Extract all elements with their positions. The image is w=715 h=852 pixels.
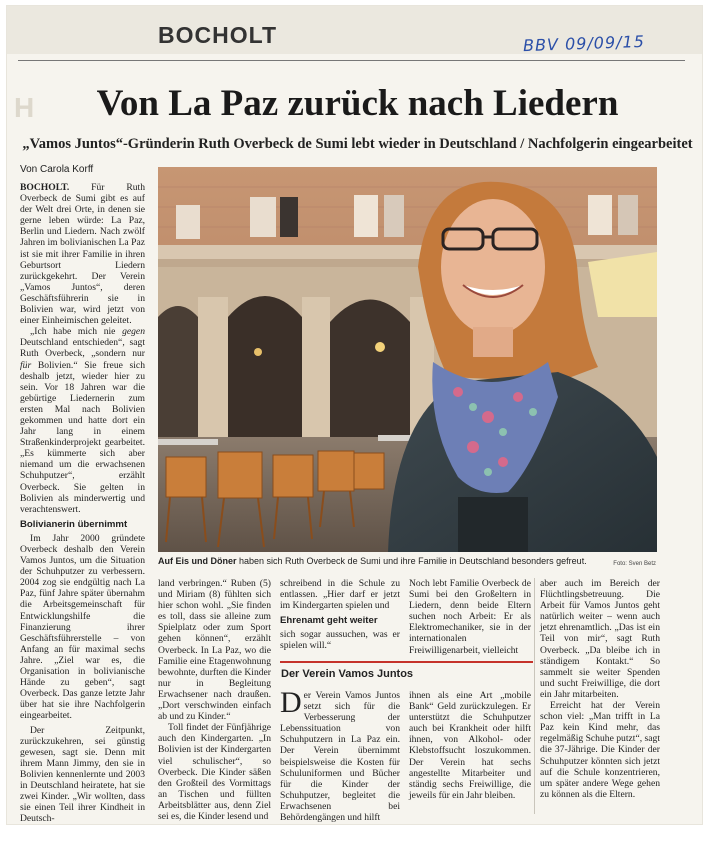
- paragraph: Noch lebt Familie Overbeck de Sumi bei den Großeltern in Liedern, denn beide Eltern suchen noch Arbeit: Er als Elektromechaniker, sie in der internationalen Freiwilligenarbeit, vielleicht: [409, 578, 531, 656]
- article-column-4: [409, 578, 531, 658]
- infobox-column-b: [409, 690, 531, 814]
- paragraph: schreibend in die Schule zu entlassen. „Hier darf er jetzt im Kindergarten spielen und: [280, 578, 400, 612]
- paragraph: ihnen als eine Art „mobile Bank“ Geld zurückzulegen. Er unterstützt die Schuhputzer auch bei Krankheit oder hilft ihnen, von Alkohol- oder Klebstoffsucht loszukommen. Der Verein hat sechs angestellte Mitarbeiter und ständig sechs Freiwillige, die jeweils für ein Jahr bleiben.: [409, 690, 531, 801]
- article-column-3: [280, 578, 400, 658]
- paragraph: sich sogar aussuchen, was er spielen will.“: [280, 629, 400, 652]
- column-divider: [534, 578, 535, 814]
- emphasis: gegen: [122, 326, 145, 338]
- infobox-title: Der Verein Vamos Juntos: [281, 668, 414, 680]
- emphasis: für: [20, 359, 32, 371]
- paragraph: Der Zeitpunkt, zurückzukehren, sei günstig gewesen, sagt sie. Denn mit ihrem Mann Jimmy, den sie in Bolivien kennenlernte und 2003 in Deutschland heiratete, hat sie zwei Kinder. „Wir wollten, dass sie einen Teil ihrer Kindheit in Deutsch-: [20, 724, 145, 825]
- paragraph: [280, 686, 400, 824]
- paragraph: Toll findet der Fünfjährige auch den Kindergarten. „In Bolivien ist der Kindergarten viel schulischer“, so Overbeck. Die Kinder säßen den Großteil des Vormittags an Tischen und füllten Arbeitsblätter aus, denn Ziel sei es, die Kinder lesend und: [158, 722, 271, 822]
- photo-credit: Foto: Sven Betz: [613, 561, 656, 567]
- header-rule: [18, 60, 685, 61]
- infobox-column-a: [280, 686, 400, 824]
- date-stamp: BBV 09/09/15: [522, 31, 646, 56]
- byline: Von Carola Korff: [20, 164, 94, 175]
- paragraph-text: er Verein Vamos Juntos setzt sich für die Verbesserung der Lebenssituation von Schuhputzern in La Paz ein. Der Verein übernimmt beispielsweise die Kosten für Schuluniformen und Bücher für die Kinder der Schuhputzer, begleitet die Erwachsenen bei Behördengängen und hilft: [280, 690, 400, 824]
- article-photo: [158, 167, 657, 552]
- caption-lead: Auf Eis und Döner: [158, 556, 237, 566]
- article-column-5: [540, 578, 660, 814]
- paragraph-text: Deutschland entschieden“, sagt Ruth Overbeck, „sondern nur: [20, 337, 145, 360]
- dateline: BOCHOLT.: [20, 182, 70, 193]
- article-column-1: [20, 182, 145, 825]
- paragraph: land verbringen.“ Ruben (5) und Miriam (8) fühlten sich hier schon wohl. „Sie finden es toll, dass sie alleine zum Spielplatz oder zum Sport gehen können“, erzählt Overbeck. In La Paz, wo die Familie eine Etagenwohnung bewohnte, durften die Kinder nur in Begleitung Erwachsener nach draußen. „Dort verschwinden einfach ab und zu Kinder.“: [158, 578, 271, 723]
- show-through-text: H: [14, 92, 37, 123]
- paragraph-text: Bolivien.“ Sie freue sich deshalb jetzt, wieder hier zu sein. Vor 18 Jahren war die gebürtige Liedernerin zum ersten Mal nach Bolivien gekommen und hatte dort ein Jahr lang in einem Straßenkinderprojekt gearbeitet. „Es kümmerte sich aber niemand um die erwachsenen Schuhputzer“, erzählt Overbeck. Sie gelten in Bolivien als minderwertig und verachtenswert.: [20, 359, 145, 515]
- section-title: BOCHOLT: [158, 22, 278, 48]
- subheadline: „Vamos Juntos“-Gründerin Ruth Overbeck de Sumi lebt wieder in Deutschland / Nachfolgerin eingearbeitet: [22, 136, 693, 152]
- paragraph: Im Jahr 2000 gründete Overbeck deshalb den Verein Vamos Juntos, um die Situation der Schuhputzer zu verbessern. 2004 zog sie endgültig nach La Paz, fünf Jahre später übernahm die Arbeitsgemeinschaft für Entwicklungshilfe die Finanzierung ihrer Geschäftsführerstelle – von Anfang an für maximal sechs Jahre. „Ziel war es, die Organisation in bolivianische Hände zu geben“, sagt Overbeck. Das ganze letzte Jahr über hat sie ihre Nachfolgerin eingearbeitet.: [20, 532, 145, 722]
- subheading: Ehrenamt geht weiter: [280, 615, 378, 627]
- subheading: Bolivianerin übernimmt: [20, 518, 128, 530]
- caption-text: haben sich Ruth Overbeck de Sumi und ihre Familie in Deutschland besonders gefreut.: [236, 556, 587, 566]
- paragraph: [20, 326, 145, 515]
- article-column-2: [158, 578, 271, 822]
- paragraph: [20, 182, 145, 326]
- paragraph: aber auch im Bereich der Flüchtlingsbetreuung. Die Arbeit für Vamos Juntos geht natürlich weiter – wenn auch jetzt ehrenamtlich. „Das ist ein Teil von mir“, sagt Ruth Overbeck. „Da bleibe ich in ständigem Kontakt.“ So sammelt sie weiter Spenden und sucht Freiwillige, die dort ein Jahr mitarbeiten.: [540, 578, 660, 700]
- infobox-accent-rule: [280, 661, 533, 663]
- paragraph: Erreicht hat der Verein schon viel: „Man trifft in La Paz kein Kind mehr, das regelmäßig Schuhe putzt“, sagt die 37-Jährige. Die Kinder der Schuhputzer könnten sich jetzt auf die Schule konzentrieren, um später andere Wege gehen zu können als die Eltern.: [540, 700, 660, 800]
- paragraph-text: „Ich habe mich nie: [30, 326, 123, 338]
- drop-cap: D: [280, 686, 302, 719]
- photo-illustration: [158, 167, 657, 552]
- photo-caption: [158, 556, 657, 566]
- paragraph-text: Für Ruth Overbeck de Sumi gibt es auf der Welt drei Orte, in denen sie gerne leben würde: La Paz, Berlin und Liedern. Nach zwölf Jahren im bolivianischen La Paz ist sie mit ihrer Familie in ihren Geburtsort Liedern zurückgekehrt. Der Verein „Vamos Juntos“, deren Geschäftsführerin sie in Bolivien war, wird jetzt von einer Einheimischen geleitet.: [20, 182, 145, 327]
- headline: Von La Paz zurück nach Liedern: [96, 83, 619, 124]
